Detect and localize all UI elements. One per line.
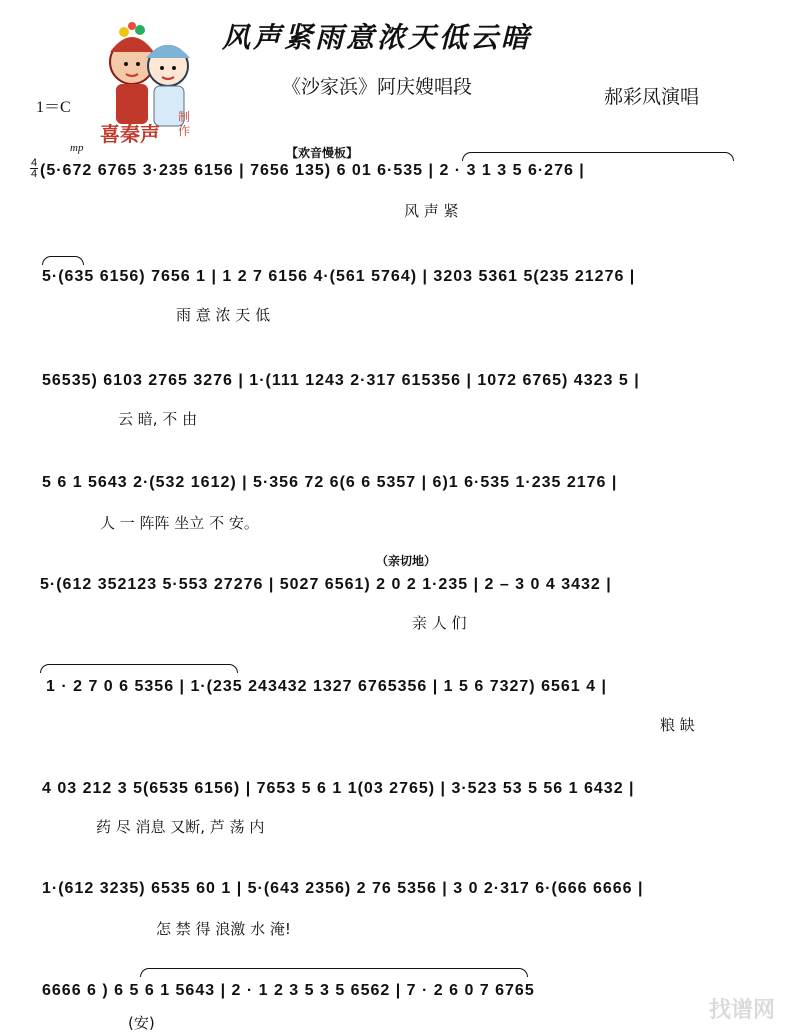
music-row-1: (5·672 6765 3·235 6156 | 7656 135) 6 01 6·535 | 2 · 3 1 3 5 6·276 | <box>40 162 585 179</box>
singer-credit: 郝彩凤演唱 <box>604 86 700 108</box>
lyric-row-7: 药 尽 消息 又断, 芦 荡 内 <box>96 818 265 836</box>
watermark: 找谱网 <box>708 998 775 1023</box>
music-row-7: 4 03 212 3 5(6535 6156) | 7653 5 6 1 1(03 2765) | 3·523 53 5 56 1 6432 | <box>42 780 635 797</box>
logo-made-label: 制作 <box>178 110 191 138</box>
tempo-annotation: 【欢音慢板】 <box>286 146 359 160</box>
logo-text: 喜秦声 <box>100 122 160 146</box>
dynamic-marking: mp <box>70 142 84 154</box>
music-row-9: 6666 6 ) 6 5 6 1 5643 | 2 · 1 2 3 5 3 5 6562 | 7 · 2 6 0 7 6765 <box>42 982 535 999</box>
page-title: 风声紧雨意浓天低云暗 <box>222 21 533 54</box>
phrase-tie <box>42 256 84 265</box>
lyric-row-1: 风 声 紧 <box>404 202 459 220</box>
music-row-8: 1·(612 3235) 6535 60 1 | 5·(643 2356) 2 76 5356 | 3 0 2·317 6·(666 6666 | <box>42 880 644 897</box>
lyric-row-9: (安) <box>128 1014 155 1032</box>
time-signature <box>30 158 38 179</box>
lyric-row-4: 人 一 阵阵 坐立 不 安。 <box>100 514 259 532</box>
lyric-row-6: 粮 缺 <box>660 716 695 734</box>
music-row-6: 1 · 2 7 0 6 5356 | 1·(235 243432 1327 6765356 | 1 5 6 7327) 6561 4 | <box>46 678 607 695</box>
phrase-tie <box>140 968 528 977</box>
time-bottom: 4 <box>30 168 38 180</box>
lyric-row-8: 怎 禁 得 浪激 水 淹! <box>156 920 291 938</box>
lyric-row-2: 雨 意 浓 天 低 <box>176 306 271 324</box>
music-row-2: 5·(635 6156) 7656 1 | 1 2 7 6156 4·(561 5764) | 3203 5361 5(235 21276 | <box>42 268 636 285</box>
music-row-3: 56535) 6103 2765 3276 | 1·(111 1243 2·317 615356 | 1072 6765) 4323 5 | <box>42 372 640 389</box>
lyric-row-5: 亲 人 们 <box>412 614 467 632</box>
phrase-tie <box>462 152 734 161</box>
subtitle: 《沙家浜》阿庆嫂唱段 <box>282 76 473 98</box>
music-row-4: 5 6 1 5643 2·(532 1612) | 5·356 72 6(6 6 5357 | 6)1 6·535 1·235 2176 | <box>42 474 618 491</box>
phrase-tie <box>40 664 238 673</box>
music-row-5: 5·(612 352123 5·553 27276 | 5027 6561) 2 0 2 1·235 | 2 – 3 0 4 3432 | <box>40 576 612 593</box>
time-top: 4 <box>30 157 38 169</box>
expression-annotation: （亲切地） <box>376 554 437 568</box>
key-signature: 1＝C <box>36 99 71 116</box>
lyric-row-3: 云 暗, 不 由 <box>118 410 198 428</box>
